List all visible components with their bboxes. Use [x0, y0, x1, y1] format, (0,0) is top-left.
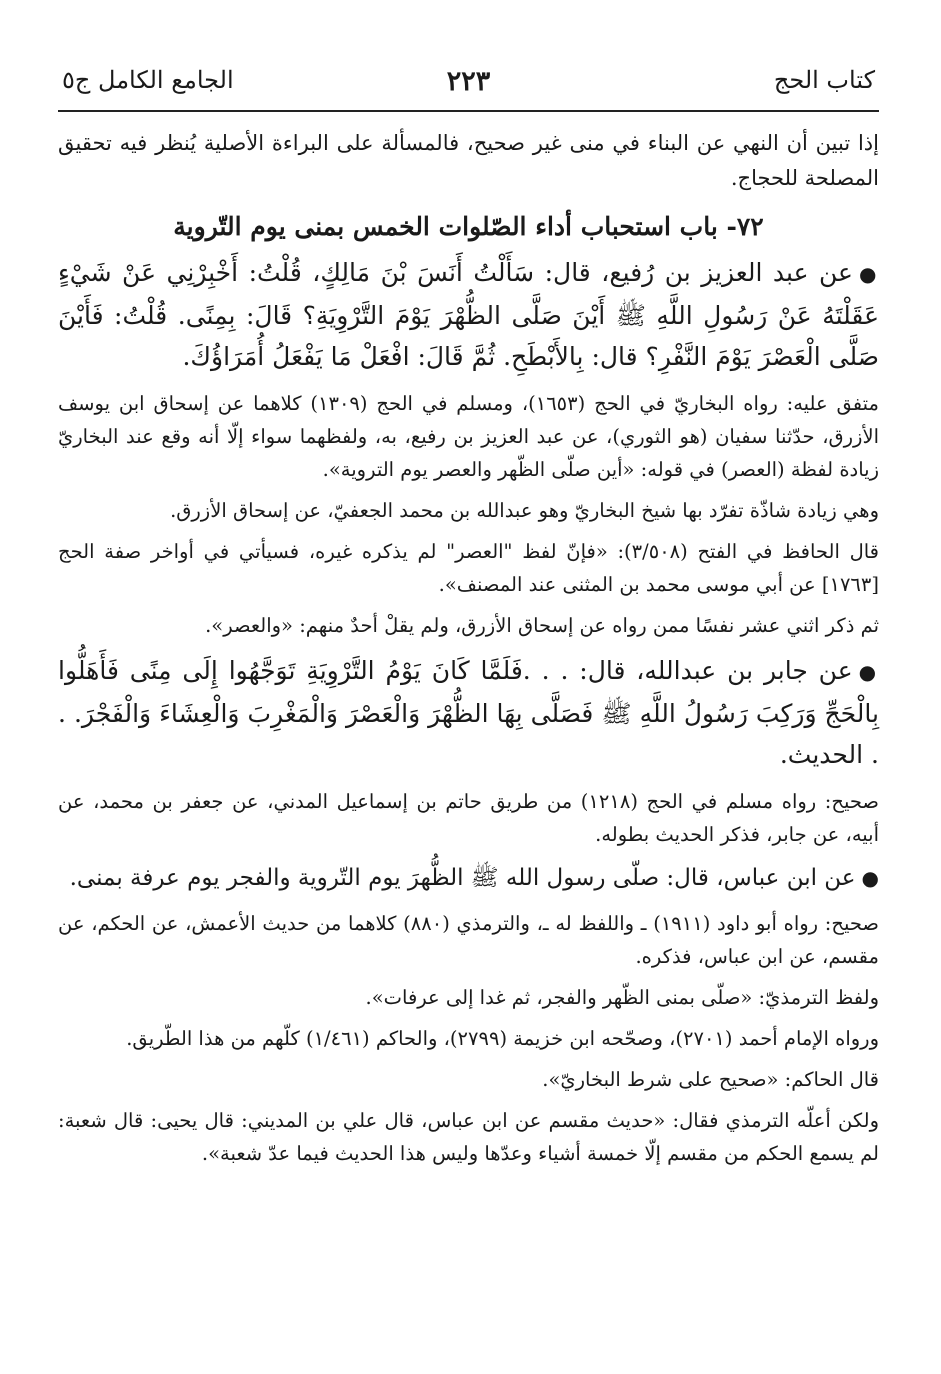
header-book-title: كتاب الحج — [773, 66, 875, 94]
hadith-ibn-abbas — [58, 859, 879, 897]
takhrij-note: ولكن أعلّه الترمذي فقال: «حديث مقسم عن ابن عباس، قال علي بن المديني: قال يحيى: قال شعبة: لم يسمع الحكم من مقسم إلّا خمسة أشياء وعدّها وليس هذا الحديث فيما عدّ شعبة». — [58, 1109, 879, 1165]
takhrij-note: ثم ذكر اثني عشر نفسًا ممن رواه عن إسحاق الأزرق، ولم يقلْ أحدٌ منهم: «والعصر». — [205, 614, 879, 637]
intro-paragraph: إذا تبين أن النهي عن البناء في منى غير صحيح، فالمسألة على البراءة الأصلية يُنظر فيه تحقيق المصلحة للحجاج. — [58, 131, 879, 190]
takhrij-note: صحيح: رواه أبو داود (١٩١١) ـ واللفظ له ـ، والترمذي (٨٨٠) كلاهما من حديث الأعمش، عن الحكم، عن مقسم، عن ابن عباس، فذكره. — [58, 912, 879, 968]
takhrij-note: صحيح: رواه مسلم في الحج (١٢١٨) من طريق حاتم بن إسماعيل المدني، عن جعفر بن محمد، عن أبيه، عن جابر، فذكر الحديث بطوله. — [58, 790, 879, 846]
bullet-icon: ● — [861, 866, 879, 890]
hadith-jabir — [58, 650, 879, 775]
hadith-text: عن عبد العزيز بن رُفيع، قال: سَأَلْتُ أَنَسَ بْنَ مَالِكٍ، قُلْتُ: أَخْبِرْنِي عَنْ شَيْءٍ عَقَلْتَهُ عَنْ رَسُولِ اللَّهِ ﷺ أَيْنَ صَلَّى الظُّهْرَ يَوْمَ التَّرْوِيَةِ؟ قَالَ: بِمِنًى. قُلْتُ: فَأَيْنَ صَلَّى الْعَصْرَ يَوْمَ النَّفْرِ؟ قال: بِالأَبْطَحِ. ثُمَّ قَالَ: افْعَلْ مَا يَفْعَلُ أُمَرَاؤُكَ. — [58, 258, 879, 371]
bullet-icon: ● — [858, 262, 880, 286]
hadith-text: عن ابن عباس، قال: صلّى رسول الله ﷺ الظُّهرَ يوم التّروية والفجر يوم عرفة بمنى. — [69, 865, 856, 891]
takhrij-note: وهي زيادة شاذّة تفرّد بها شيخ البخاريّ وهو عبدالله بن محمد الجعفيّ، عن إسحاق الأزرق. — [170, 499, 879, 522]
page-body — [58, 126, 879, 1170]
hadith-anas — [58, 252, 879, 377]
takhrij-note: ولفظ الترمذيّ: «صلّى بمنى الظّهر والفجر، ثم غدا إلى عرفات». — [365, 986, 879, 1009]
takhrij-note: متفق عليه: رواه البخاريّ في الحج (١٦٥٣)، ومسلم في الحج (١٣٠٩) كلاهما عن إسحاق ابن يوسف الأزرق، حدّثنا سفيان (هو الثوري)، عن عبد العزيز بن رفيع، به، ولفظهما سواء إلّا أنه وقع عند البخاريّ زيادة لفظة (العصر) في قوله: «أين صلّى الظّهر والعصر يوم التروية». — [58, 392, 879, 481]
takhrij-note: قال الحافظ في الفتح (٣/٥٠٨): «فإنّ لفظ "العصر" لم يذكره غيره، فسيأتي في أواخر صفة الحج [١٧٦٣] عن أبي موسى محمد بن المثنى عند المصنف». — [58, 540, 880, 596]
header-volume-title: الجامع الكامل ج٥ — [62, 66, 234, 94]
bullet-icon: ● — [858, 660, 879, 684]
takhrij-note: قال الحاكم: «صحيح على شرط البخاريّ». — [542, 1068, 879, 1091]
running-header — [58, 44, 879, 112]
hadith-text: عن جابر بن عبدالله، قال: . . .فَلَمَّا كَانَ يَوْمُ التَّرْوِيَةِ تَوَجَّهُوا إِلَى مِنًى فَأَهَلُّوا بِالْحَجِّ وَرَكِبَ رَسُولُ اللَّهِ ﷺ فَصَلَّى بِهَا الظُّهْرَ وَالْعَصْرَ وَالْمَغْرِبَ وَالْعِشَاءَ وَالْفَجْرَ. . . الحديث. — [58, 656, 879, 769]
page-number: ٢٢٣ — [446, 66, 491, 97]
chapter-title: ٧٢- باب استحباب أداء الصّلوات الخمس بمنى يوم التّروية — [173, 212, 764, 241]
takhrij-note: ورواه الإمام أحمد (٢٧٠١)، وصحّحه ابن خزيمة (٢٧٩٩)، والحاكم (١/٤٦١) كلّهم من هذا الطّريق. — [126, 1027, 879, 1050]
